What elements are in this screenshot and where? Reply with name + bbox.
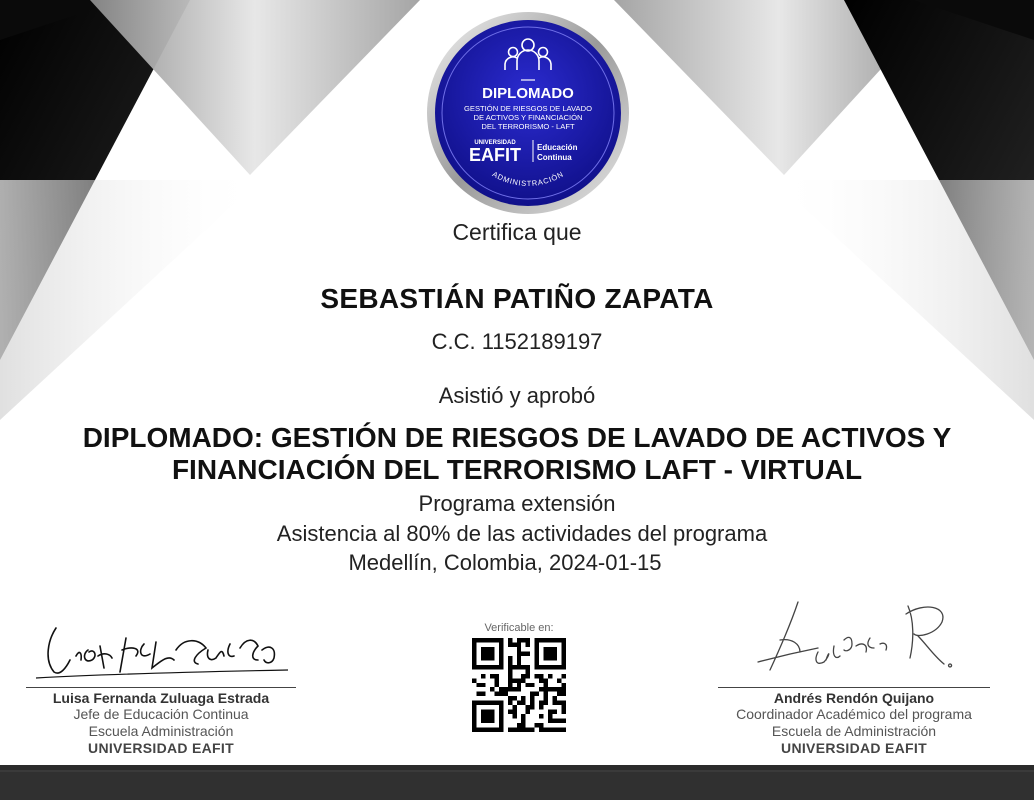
signer-name-left: Luisa Fernanda Zuluaga Estrada [52,690,270,706]
badge-unit-1: Educación [537,143,578,152]
program-title [0,422,1034,486]
badge-subtitle-3: DEL TERRORISMO - LAFT [481,122,575,131]
recipient-name: SEBASTIÁN PATIÑO ZAPATA [320,283,714,314]
signer-university-right: UNIVERSIDAD EAFIT [781,740,927,756]
place-date: Medellín, Colombia, 2024-01-15 [348,550,662,575]
program-title-line-2: FINANCIACIÓN DEL TERRORISMO LAFT - VIRTUAL [171,454,863,485]
badge-title: DIPLOMADO [482,85,574,102]
badge-university-big: EAFIT [469,145,521,165]
signer-university-left: UNIVERSIDAD EAFIT [88,740,234,756]
certifica-text: Certifica que [452,219,582,245]
signer-school-right: Escuela de Administración [771,723,937,739]
recipient-id: C.C. 1152189197 [431,329,603,354]
signature-line-left [26,687,296,688]
badge-university-small: UNIVERSIDAD [474,140,516,146]
handwritten-signature-right [718,600,990,682]
signer-name-right: Andrés Rendón Quijano [773,690,935,706]
badge-arc-text: ADMINISTRACIÓN [490,169,566,189]
signer-role-right: Coordinador Académico del programa [736,706,972,722]
badge-unit-2: Continua [537,153,572,162]
badge-subtitle-1: GESTIÓN DE RIESGOS DE LAVADO [464,104,592,113]
attended-text: Asistió y aprobó [438,383,596,408]
signer-school-left: Escuela Administración [88,723,234,739]
verification-block [466,622,572,732]
program-type: Programa extensión [418,491,616,516]
signature-left [26,620,296,756]
signer-role-left: Jefe de Educación Continua [73,706,249,722]
attendance-text: Asistencia al 80% de las actividades del programa [276,521,768,546]
diploma-badge [421,10,635,216]
handwritten-signature-left [26,620,296,682]
verification-label: Verificable en: [484,622,554,634]
program-title-line-1: DIPLOMADO: GESTIÓN DE RIESGOS DE LAVADO DE ACTIVOS Y [82,422,952,453]
qr-code[interactable] [472,638,566,732]
signature-right [718,600,990,756]
signature-line-right [718,687,990,688]
badge-subtitle-2: DE ACTIVOS Y FINANCIACIÓN [473,113,583,122]
